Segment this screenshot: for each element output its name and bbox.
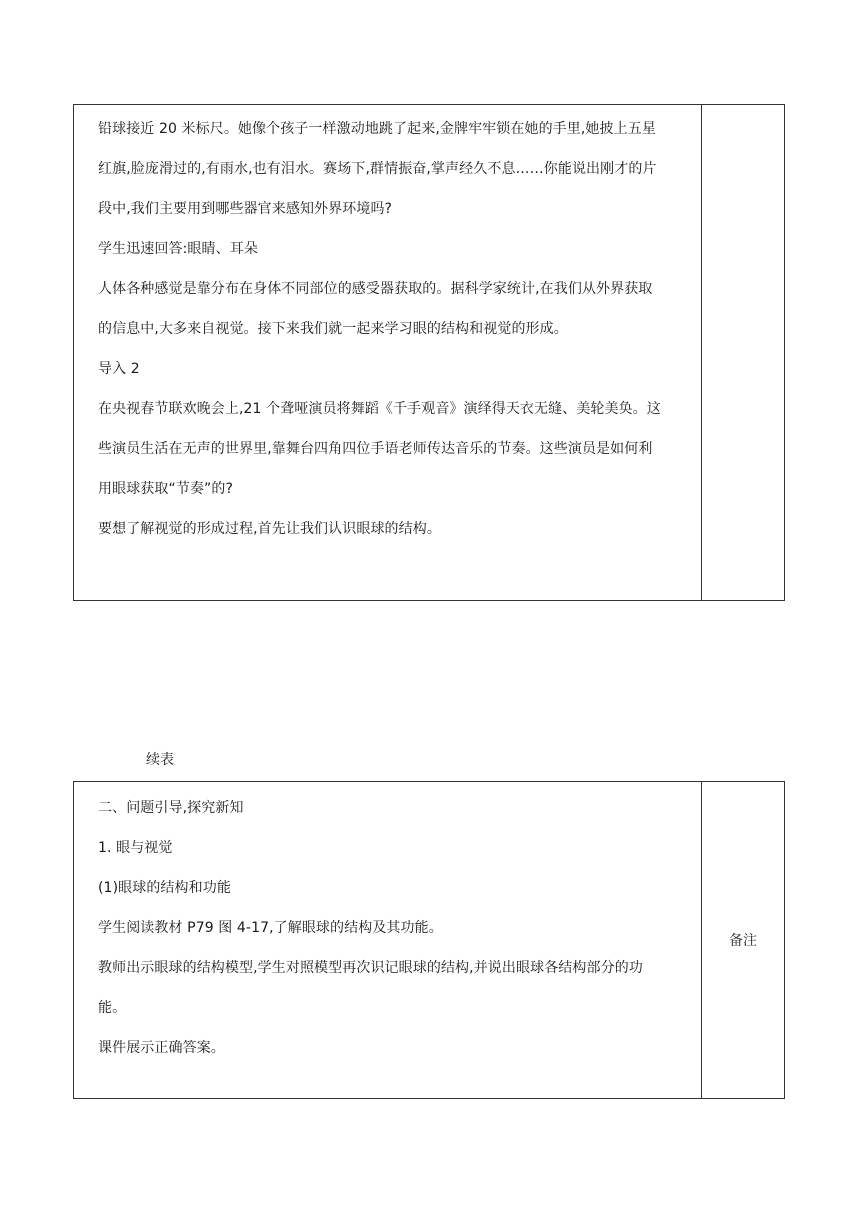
paragraph-line: 能。 bbox=[98, 1000, 127, 1016]
paragraph-line: 的信息中,大多来自视觉。接下来我们就一起来学习眼的结构和视觉的形成。 bbox=[98, 321, 568, 337]
paragraph-line: 教师出示眼球的结构模型,学生对照模型再次识记眼球的结构,并说出眼球各结构部分的功 bbox=[98, 960, 643, 976]
subsection-heading: 1. 眼与视觉 bbox=[98, 840, 173, 856]
paragraph-line: 课件展示正确答案。 bbox=[98, 1040, 225, 1056]
lesson-content-cell bbox=[74, 105, 702, 600]
paragraph-line: 些演员生活在无声的世界里,靠舞台四角四位手语老师传达音乐的节奏。这些演员是如何利 bbox=[98, 441, 653, 457]
notes-cell bbox=[702, 105, 784, 600]
lesson-table-2 bbox=[73, 781, 785, 1099]
subsection-heading: (1)眼球的结构和功能 bbox=[98, 880, 231, 896]
student-answer: 学生迅速回答:眼睛、耳朵 bbox=[98, 241, 258, 257]
notes-cell: 备注 bbox=[729, 933, 757, 949]
paragraph-line: 要想了解视觉的形成过程,首先让我们认识眼球的结构。 bbox=[98, 521, 441, 537]
lesson-content-cell bbox=[74, 782, 702, 1098]
section-heading: 二、问题引导,探究新知 bbox=[98, 800, 244, 816]
lesson-table-1 bbox=[73, 104, 785, 601]
paragraph-line: 在央视春节联欢晚会上,21 个聋哑演员将舞蹈《千手观音》演绎得天衣无缝、美轮美奂。这 bbox=[98, 401, 661, 417]
paragraph-line: 人体各种感觉是靠分布在身体不同部位的感受器获取的。据科学家统计,在我们从外界获取 bbox=[98, 281, 653, 297]
paragraph-line: 用眼球获取“节奏”的? bbox=[98, 481, 234, 497]
continued-table-caption: 续表 bbox=[146, 752, 174, 768]
paragraph-line: 段中,我们主要用到哪些器官来感知外界环境吗? bbox=[98, 201, 393, 217]
paragraph-line: 铅球接近 20 米标尺。她像个孩子一样激动地跳了起来,金牌牢牢锁在她的手里,她披上五星 bbox=[98, 121, 656, 137]
paragraph-line: 红旗,脸庞滑过的,有雨水,也有泪水。赛场下,群情振奋,掌声经久不息……你能说出刚才的片 bbox=[98, 161, 657, 177]
section-heading: 导入 2 bbox=[98, 361, 140, 377]
paragraph-line: 学生阅读教材 P79 图 4-17,了解眼球的结构及其功能。 bbox=[98, 920, 443, 936]
